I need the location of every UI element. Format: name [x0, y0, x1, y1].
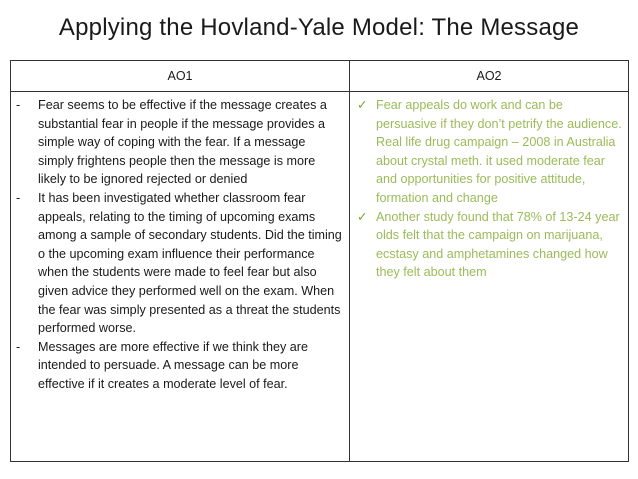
- ao2-item: [355, 96, 623, 208]
- checkmark-icon: ✓: [357, 209, 368, 224]
- dash-bullet: -: [16, 339, 21, 354]
- ao1-item-text: Messages are more effective if we think they are intended to persuade. A message can be more effective if it creates a moderate level of fear.: [38, 339, 308, 391]
- slide-title: Applying the Hovland-Yale Model: The Message: [58, 14, 580, 41]
- ao1-item: [16, 189, 344, 338]
- dash-bullet: -: [16, 190, 21, 205]
- ao2-item-text: Fear appeals do work and can be persuasive if they don’t petrify the audience. Real life drug campaign – 2008 in Australia about crystal meth. it used moderate fear and opportunities for positive attitude, formation and change: [376, 98, 622, 205]
- ao1-list: [16, 96, 344, 394]
- ao1-item-text: It has been investigated whether classroom fear appeals, relating to the timing of upcoming exams among a sample of secondary students. Did the timing o the upcoming exam influence their performance when the students were made to feel fear but also given advice they performed well on the exam. When the fear was simply presented as a threat the students performed worse.: [38, 190, 342, 336]
- checkmark-icon: ✓: [357, 98, 368, 112]
- ao1-item: [16, 96, 344, 189]
- ao2-list: [355, 96, 623, 282]
- ao1-item-text: Fear seems to be effective if the message creates a substantial fear in people if the message provides a simple way of coping with the fear. If a message simply frightens people then the message is more likely to be ignored rejected or denied: [38, 98, 327, 187]
- header-ao1: AO1: [11, 61, 350, 92]
- ao-table: [10, 60, 629, 462]
- header-row: [11, 61, 629, 92]
- dash-bullet: -: [16, 98, 21, 112]
- header-ao2: AO2: [350, 61, 629, 92]
- ao1-item: [16, 338, 344, 394]
- content-row: [11, 92, 629, 462]
- ao2-item-text: Another study found that 78% of 13-24 year olds felt that the campaign on marijuana, ecstasy and amphetamines changed how they felt about them: [376, 209, 620, 280]
- ao2-item: [355, 208, 623, 282]
- ao2-cell: [350, 92, 629, 462]
- ao1-cell: [11, 92, 350, 462]
